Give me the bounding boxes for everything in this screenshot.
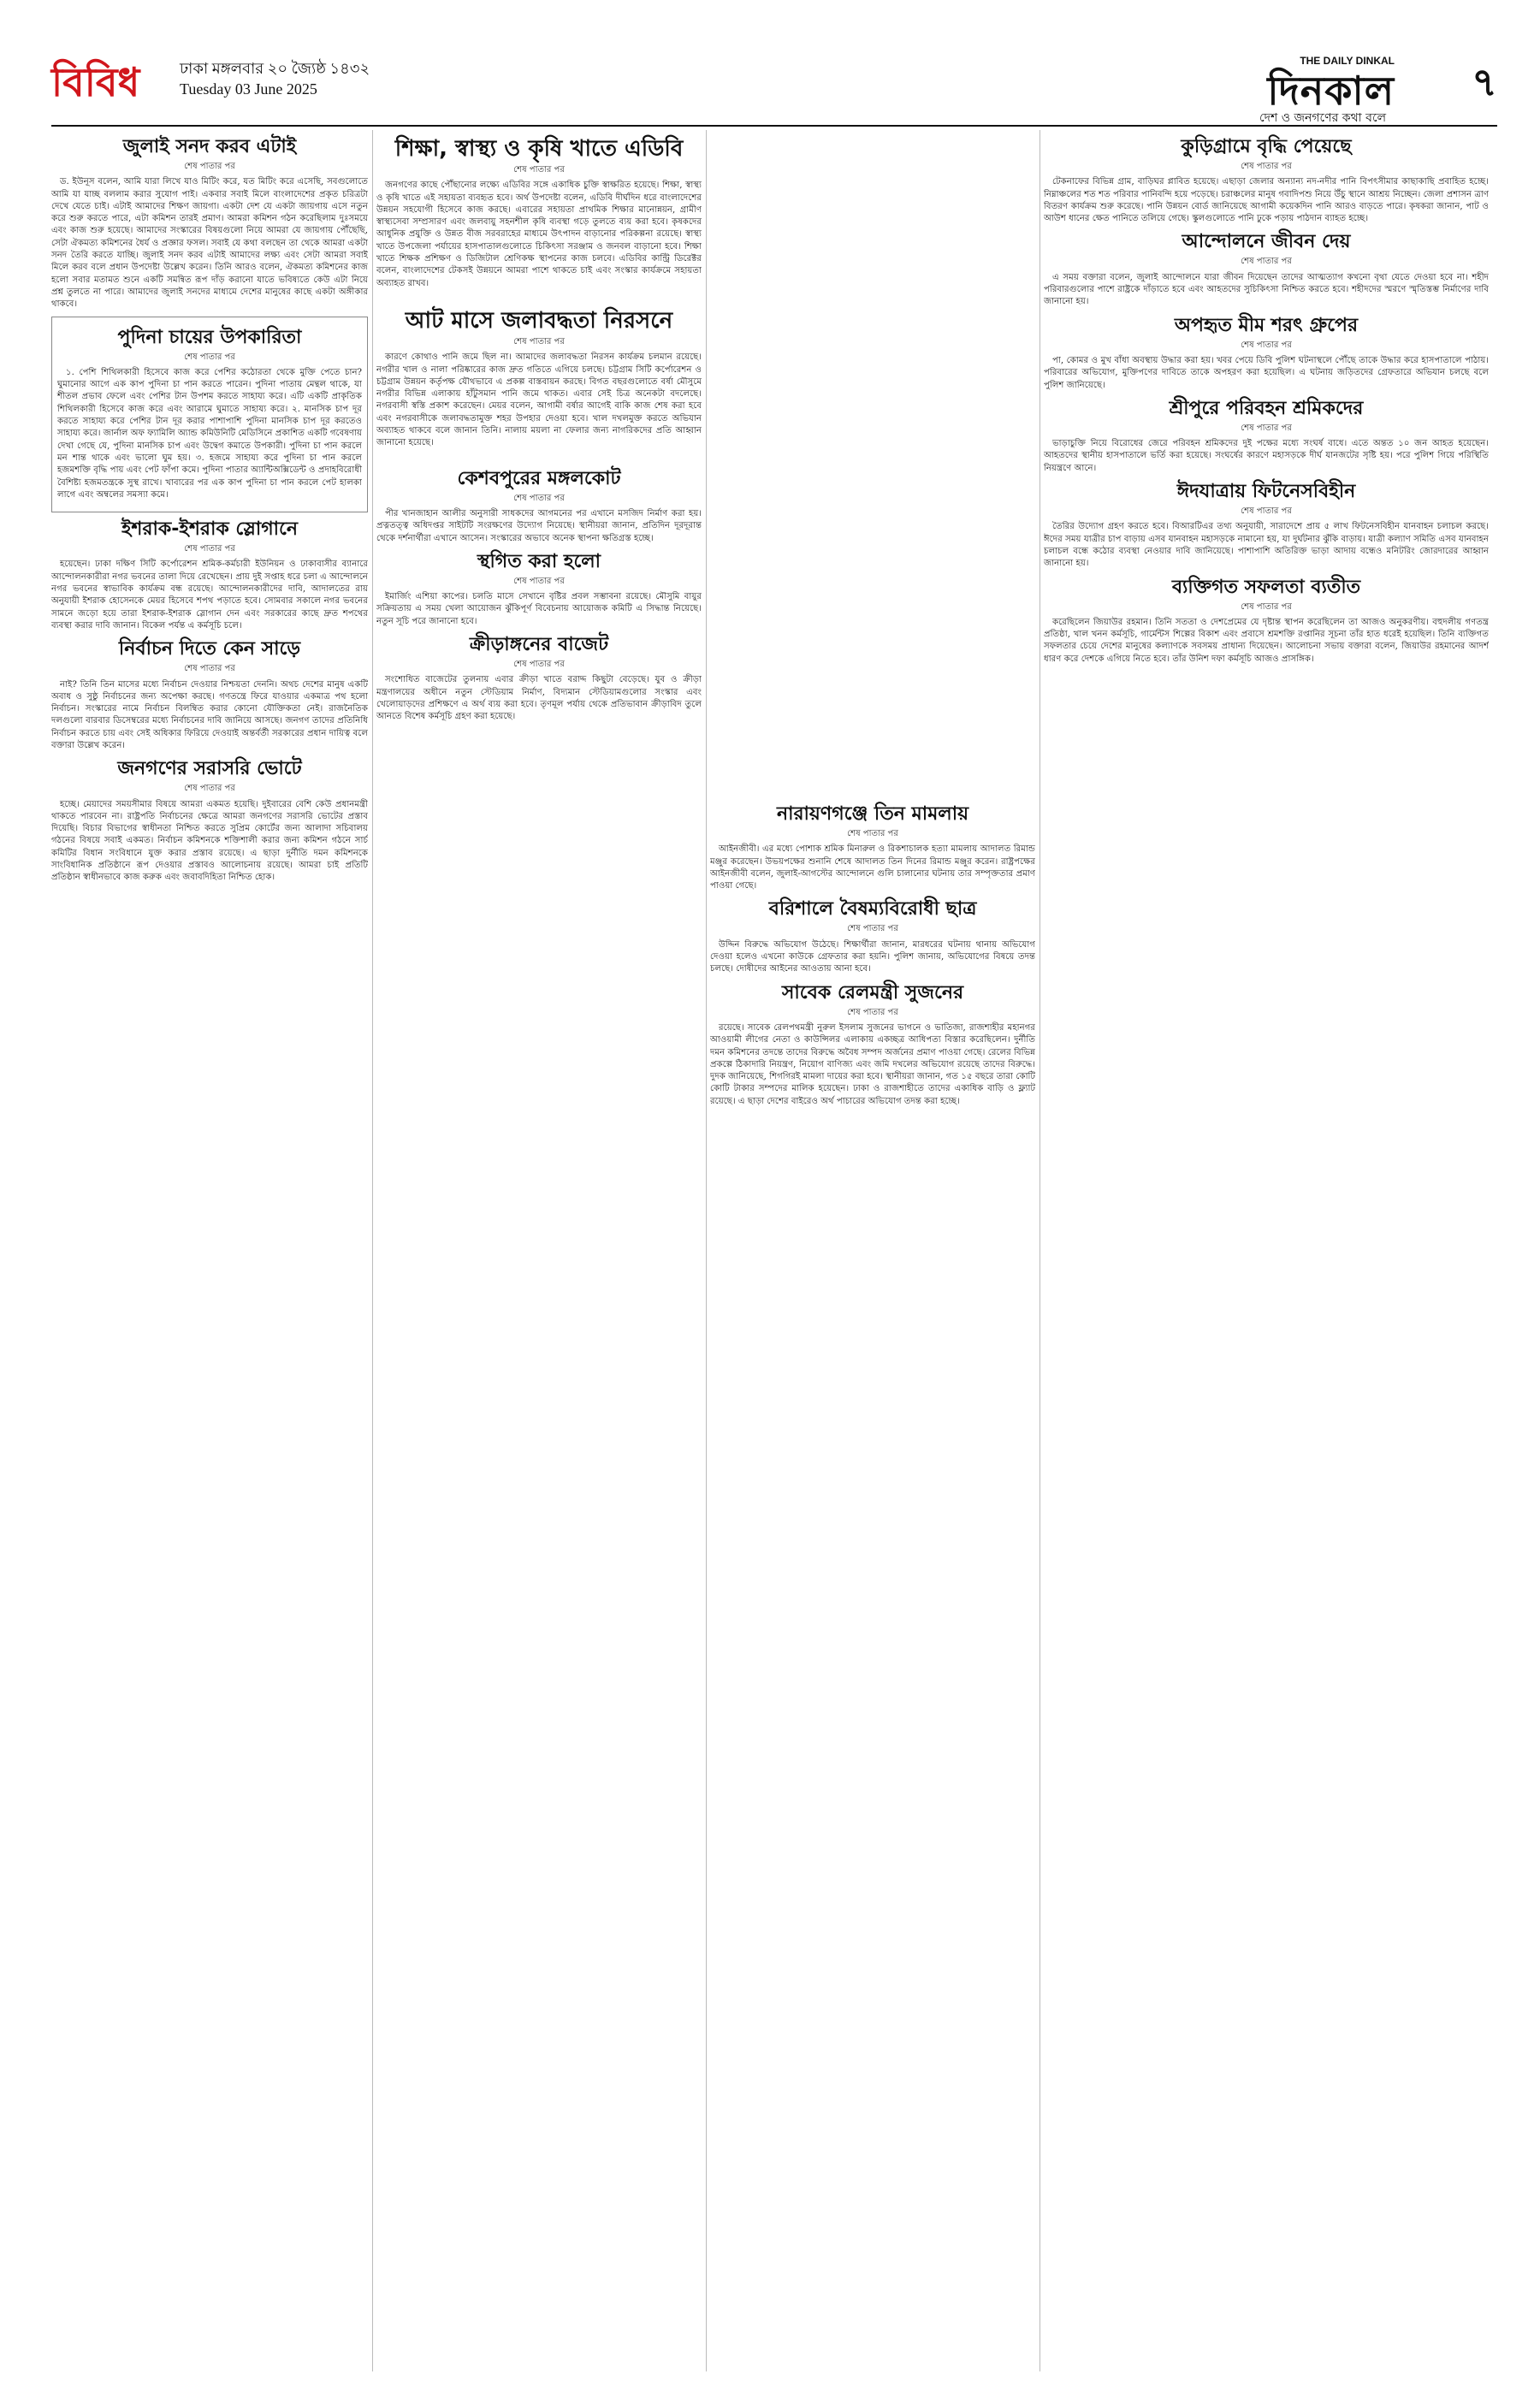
headline: অপহৃত মীম শরৎ গ্রুপের: [1174, 314, 1359, 336]
brand-tagline: দেশ ও জনগণের কথা বলে: [1259, 111, 1386, 125]
article-barishal: [710, 897, 1035, 975]
article-body: কারণে কোথাও পানি জমে ছিল না। আমাদের জলাবদ্ধতা নিরসন কার্যক্রম চলমান রয়েছে। নগরীর খাল ও নালা পরিষ্কারের কাজ দ্রুত গতিতে এগিয়ে চলছে। চট্টগ্রাম সিটি কর্পোরেশন ও চট্টগ্রাম উন্নয়ন কর্তৃপক্ষ যৌথভাবে এ প্রকল্প বাস্তবায়ন করছে। বিগত বছরগুলোতে বর্ষা মৌসুমে নগরীর বিভিন্ন এলাকায় হাঁটুসমান পানি জমে থাকত। এবার সেই চিত্র অনেকটা বদলেছে। নগরবাসী স্বস্তি প্রকাশ করেছেন। মেয়র বলেন, আগামী বর্ষার আগেই বাকি কাজ শেষ করা হবে এবং নগরবাসীকে জলাবদ্ধতামুক্ত শহর উপহার দেওয়া হবে। খাল দখলমুক্ত করতে অভিযান অব্যাহত থাকবে বলে জানান তিনি। নালায় ময়লা না ফেলার জন্য নাগরিকদের প্রতি আহ্বান জানানো হয়েছে।: [376, 352, 702, 448]
headline: কুড়িগ্রামে বৃদ্ধি পেয়েছে: [1181, 136, 1352, 157]
article-jonogon: [51, 757, 368, 884]
headline: ইশরাক-ইশরাক স্লোগানে: [121, 518, 299, 541]
date-bengali: ঢাকা মঙ্গলবার ২০ জ্যৈষ্ঠ ১৪৩২: [180, 60, 370, 77]
article-sthogito: [376, 550, 702, 628]
article-oporhrito: [1044, 314, 1489, 392]
brand-english: THE DAILY DINKAL: [1300, 55, 1395, 67]
headline: ঈদযাত্রায় ফিটনেসবিহীন: [1176, 481, 1356, 503]
subhead: শেষ পাতার পর: [847, 924, 898, 934]
article-reloman: [710, 981, 1035, 1108]
headline: নির্বাচন দিতে কেন সাড়ে: [118, 638, 301, 660]
column-3: [710, 130, 1035, 2371]
column-4: [1044, 130, 1489, 2371]
column-divider: [372, 130, 373, 2371]
subhead: শেষ পাতার পর: [184, 544, 235, 554]
subhead: শেষ পাতার পর: [513, 660, 565, 670]
subhead: শেষ পাতার পর: [184, 664, 235, 674]
headline: জনগণের সরাসরি ভোটে: [117, 758, 302, 780]
article-body: ইমার্জিং এশিয়া কাপের। চলতি মাসে সেখানে বৃষ্টির প্রবল সম্ভাবনা রয়েছে। মৌসুমি বায়ুর সক্রিয়তায় এ সময় খেলা আয়োজন ঝুঁকিপূর্ণ বিবেচনায় আয়োজক কমিটি এ সিদ্ধান্ত নিয়েছে। নতুন সূচি পরে জানানো হবে।: [376, 592, 702, 626]
headline: পুদিনা চায়ের উপকারিতা: [117, 326, 302, 348]
article-body: জনগণের কাছে পৌঁছানোর লক্ষ্যে এডিবির সঙ্গে একাধিক চুক্তি স্বাক্ষরিত হয়েছে। শিক্ষা, স্বাস্থ্য ও কৃষি খাতে এই সহায়তা ব্যবহৃত হবে। অর্থ উপদেষ্টা বলেন, এডিবি দীর্ঘদিন ধরে বাংলাদেশের উন্নয়ন সহযোগী হিসেবে কাজ করছে। এবারের সহায়তা প্রাথমিক শিক্ষার মানোন্নয়ন, গ্রামীণ স্বাস্থ্যসেবা সম্প্রসারণ এবং জলবায়ু সহনশীল কৃষি ব্যবস্থা গড়ে তুলতে ব্যয় করা হবে। কৃষকদের আধুনিক প্রযুক্তি ও উন্নত বীজ সরবরাহের মাধ্যমে উৎপাদন বাড়ানোর পরিকল্পনা রয়েছে। স্বাস্থ্য খাতে উপজেলা পর্যায়ের হাসপাতালগুলোতে চিকিৎসা সরঞ্জাম ও জনবল বাড়ানো হবে। শিক্ষা খাতে শিক্ষক প্রশিক্ষণ ও ডিজিটাল শ্রেণিকক্ষ স্থাপনের কাজ চলবে। এডিবির কান্ট্রি ডিরেক্টর বলেন, বাংলাদেশের টেকসই উন্নয়নে আমরা পাশে থাকতে চাই এবং সংস্কার কার্যক্রমে সহায়তা অব্যাহত রাখব।: [376, 181, 702, 288]
headline: কেশবপুরের মঙ্গলকোট: [457, 467, 621, 489]
article-body: পা, কোমর ও মুখ বাঁধা অবস্থায় উদ্ধার করা হয়। খবর পেয়ে ডিবি পুলিশ ঘটনাস্থলে পৌঁছে তাকে উদ্ধার করে হাসপাতালে পাঠায়। পরিবারের অভিযোগ, মুক্তিপণের দাবিতে তাকে অপহরণ করা হয়েছিল। এ ঘটনায় জড়িতদের গ্রেফতারে অভিযান চলছে বলে পুলিশ জানিয়েছে।: [1044, 355, 1489, 390]
headline: আন্দোলনে জীবন দেয়: [1182, 231, 1351, 253]
date-block: [180, 58, 370, 99]
subhead: শেষ পাতার পর: [847, 829, 898, 838]
article-body: হচ্ছে। মেয়াদের সময়সীমার বিষয়ে আমরা একমত হয়েছি। দুইবারের বেশি কেউ প্রধানমন্ত্রী থাকতে পারবেন না। রাষ্ট্রপতি নির্বাচনের ক্ষেত্রে আমরা জনগণের সরাসরি ভোটের প্রস্তাব দিয়েছি। বিচার বিভাগের স্বাধীনতা নিশ্চিত করতে সুপ্রিম কোর্টের জন্য আলাদা সচিবালয় গঠনের বিষয়ে সবাই একমত। নির্বাচন কমিশনকে শক্তিশালী করার জন্য কমিশন গঠনে সার্চ কমিটির বিধান সংবিধানে যুক্ত করার প্রস্তাব রয়েছে। এ ছাড়া দুর্নীতি দমন কমিশনকে সাংবিধানিক প্রতিষ্ঠানে রূপ দেওয়ার প্রস্তাবও আলোচনায় রয়েছে। আমরা চাই প্রতিটি প্রতিষ্ঠান স্বাধীনভাবে কাজ করুক এবং জবাবদিহিতা নিশ্চিত হোক।: [51, 799, 368, 883]
subhead: শেষ পাতার পর: [184, 784, 235, 794]
article-adb: [376, 135, 702, 290]
section-title: বিবিধ: [51, 59, 140, 105]
article-kurigram: [1044, 135, 1489, 225]
subhead: শেষ পাতার পর: [513, 576, 565, 586]
headline: নারায়ণগঞ্জে তিন মামলায়: [776, 803, 969, 825]
headline: স্থগিত করা হলো: [477, 550, 601, 572]
subhead: শেষ পাতার পর: [513, 165, 565, 175]
headline: জুলাই সনদ করব এটাই: [122, 136, 297, 157]
subhead: শেষ পাতার পর: [1241, 601, 1292, 612]
headline: আট মাসে জলাবদ্ধতা নিরসনে: [405, 307, 673, 334]
subhead: শেষ পাতার পর: [1241, 340, 1292, 350]
article-body: নাই? তিনি তিন মাসের মধ্যে নির্বাচন দেওয়ার নিশ্চয়তা দেননি। অথচ দেশের মানুষ একটি অবাধ ও সুষ্ঠু নির্বাচনের জন্য অপেক্ষা করছে। গণতন্ত্রে ফিরে যাওয়ার একমাত্র পথ হলো নির্বাচন। সংস্কারের নামে নির্বাচন বিলম্বিত করার কোনো যৌক্তিকতা নেই। রাজনৈতিক দলগুলো বারবার ডিসেম্বরের মধ্যে নির্বাচনের দাবি জানিয়ে আসছে। জনগণ তাদের প্রতিনিধি নির্বাচন করতে চায় এবং সেই অধিকার ফিরিয়ে দেওয়াই অন্তর্বর্তী সরকারের প্রধান দায়িত্ব বলে বক্তারা উল্লেখ করেন।: [51, 679, 368, 750]
column-divider: [706, 130, 707, 2371]
article-body: রয়েছে। সাবেক রেলপথমন্ত্রী নুরুল ইসলাম সুজনের ভাগনে ও ভাতিজা, রাজশাহীর মহানগর আওয়ামী লীগের নেতা ও কাউন্সিলর এলাকায় একচ্ছত্র আধিপত্য বিস্তার করেছিলেন। দুর্নীতি দমন কমিশনের তদন্তে তাদের বিরুদ্ধে অবৈধ সম্পদ অর্জনের প্রমাণ পাওয়া গেছে। রেলের বিভিন্ন প্রকল্পে ঠিকাদারি নিয়ন্ত্রণ, নিয়োগ বাণিজ্য এবং জমি দখলের অভিযোগ রয়েছে তাদের বিরুদ্ধে। দুদক জানিয়েছে, শিগগিরই মামলা দায়ের করা হবে। স্থানীয়রা জানান, গত ১৫ বছরে তারা কোটি কোটি টাকার সম্পদের মালিক হয়েছেন। ঢাকা ও রাজশাহীতে তাদের একাধিক বাড়ি ও ফ্ল্যাট রয়েছে। এ ছাড়া দেশের বাইরেও অর্থ পাচারের অভিযোগ তদন্ত করা হচ্ছে।: [710, 1022, 1035, 1106]
subhead: শেষ পাতার পর: [513, 493, 565, 503]
subhead: শেষ পাতার পর: [1241, 162, 1292, 171]
headline: বরিশালে বৈষম্যবিরোধী ছাত্র: [768, 898, 977, 921]
article-nirbachon: [51, 637, 368, 752]
headline: সাবেক রেলমন্ত্রী সুজনের: [781, 981, 964, 1004]
article-julai: [51, 135, 368, 311]
column-1: [51, 130, 368, 2371]
date-english: Tuesday 03 June 2025: [180, 80, 317, 98]
brand-logo: দিনকাল: [1267, 68, 1395, 114]
article-israk: [51, 518, 368, 632]
subhead: শেষ পাতার পর: [847, 1007, 898, 1017]
article-sripur: [1044, 397, 1489, 475]
article-body: উদ্দিন বিরুদ্ধে অভিযোগ উঠেছে। শিক্ষার্থীরা জানান, মারধরের ঘটনায় থানায় অভিযোগ দেওয়া হলেও এখনো কাউকে গ্রেফতার করা হয়নি। পুলিশ জানায়, অভিযোগের বিষয়ে তদন্ত চলছে। দোষীদের আইনের আওতায় আনা হবে।: [710, 939, 1035, 974]
article-body: টেকনাফের বিভিন্ন গ্রাম, বাড়িঘর প্লাবিত হয়েছে। এছাড়া জেলার অন্যান্য নদ-নদীর পানি বিপৎসীমার কাছাকাছি প্রবাহিত হচ্ছে। নিম্নাঞ্চলের শত শত পরিবার পানিবন্দি হয়ে পড়েছে। চরাঞ্চলের মানুষ গবাদিপশু নিয়ে উঁচু স্থানে আশ্রয় নিচ্ছেন। জেলা প্রশাসন ত্রাণ বিতরণ কার্যক্রম শুরু করেছে। পানি উন্নয়ন বোর্ড জানিয়েছে আগামী কয়েকদিন পানি আরও বাড়তে পারে। কৃষকরা জানান, পাট ও আউশ ধানের ক্ষেত পানিতে তলিয়ে গেছে। স্কুলগুলোতে পানি ঢুকে পড়ায় পাঠদান ব্যাহত হচ্ছে।: [1044, 177, 1489, 224]
masthead: [51, 53, 1497, 125]
subhead: শেষ পাতার পর: [1241, 257, 1292, 267]
headline: শিক্ষা, স্বাস্থ্য ও কৃষি খাতে এডিবি: [394, 136, 684, 162]
article-body: আইনজীবী। এর মধ্যে পোশাক শ্রমিক মিনারুল ও রিকশাচালক হত্যা মামলায় আদালত রিমান্ড মঞ্জুর করেছেন। উভয়পক্ষের শুনানি শেষে আদালত তিন দিনের রিমান্ড মঞ্জুর করেন। রাষ্ট্রপক্ষের আইনজীবী বলেন, জুলাই-আগস্টের আন্দোলনে গুলি চালানোর ঘটনায় তার সম্পৃক্ততার প্রমাণ পাওয়া গেছে।: [710, 844, 1035, 891]
article-body: ড. ইউনূস বলেন, আমি যারা লিখে যাও মিটিং করে, যত মিটিং করে এসেছি, সবগুলোতে আমি যা যাচ্ছ বললাম করার সুযোগ পাই। একবার সবাই মিলে বাংলাদেশের প্রকৃত চরিত্রটা দেখে যেতে চাই। এটাই আমাদের শিক্ষণ জায়গা। একটা দেশ যে একটা জায়গায় এসে নতুন করে শুরু করতে পারে, এটা কমিশন তারই প্রমাণ। আমরা কমিশন গঠন করেছিলাম দুঃসময়ে এবং কাজ শুরু হয়েছে। আমাদের সংস্কারের বিষয়গুলো নিয়ে আমরা যে জায়গায় পৌঁছেছি, সেটা ঐকমত্য কমিশনের ধৈর্য ও প্রজ্ঞার ফসল। সবাই যে কথা বলছেন তা থেকে আমরা একটা সনদ তৈরি করতে যাচ্ছি। জুলাই সনদ করব এটাই আমাদের লক্ষ্য এবং সেটা আমরা সবাই মিলে করব বলে প্রধান উপদেষ্টা উল্লেখ করেন। তিনি আরও বলেন, ঐকমত্য কমিশনের কাজ হলো সবার মতামত শুনে একটি সমন্বিত রূপ দাঁড় করানো যাতে ভবিষ্যতে কেউ এটা নিয়ে প্রশ্ন তুলতে না পারে। আমাদের জুলাই সনদের মাধ্যমে দেশের মানুষের কাছে একটা অঙ্গীকার থাকবে।: [51, 177, 368, 310]
article-jolabaddhota: [376, 307, 702, 450]
article-body: ১. পেশি শিথিলকারী হিসেবে কাজ করে পেশির কঠোরতা থেকে মুক্তি পেতে চান? ঘুমানোর আগে এক কাপ পুদিনা চা পান করতে পারেন। পুদিনা পাতায় মেন্থল থাকে, যা শীতল প্রভাব ফেলে এবং পেশির টান উপশম করতে সাহায্য করে। এটি একটি প্রাকৃতিক শিথিলকারী হিসেবে কাজ করে এবং আরামে ঘুমাতে সাহায্য করে। ২. মানসিক চাপ দূর করতে সাহায্য করে পেশির টান দূর করার পাশাপাশি পুদিনা মানসিক চাপ দূর করতেও সাহায্য করে। জার্নাল অফ ফ্যামিলি অ্যান্ড কমিউনিটি মেডিসিনে প্রকাশিত একটি গবেষণায় দেখা গেছে যে, পুদিনা মানসিক চাপ এবং উদ্বেগ কমাতে উপকারী। পুদিনা চা পান করলে মন শান্ত থাকে এবং ভালো ঘুম হয়। ৩. হজমে সাহায্য করে পুদিনা চা পান করলে হজমশক্তি বৃদ্ধি পায় এবং পেট ফাঁপা কমে। পুদিনা পাতার অ্যান্টিঅক্সিডেন্ট ও প্রদাহবিরোধী বৈশিষ্ট্য হজমতন্ত্রকে সুস্থ রাখে। খাবারের পর এক কাপ পুদিনা চা পান করলে পেট হালকা লাগে এবং অম্বলের সমস্যা কমে।: [57, 367, 362, 500]
article-narayanganj: [710, 802, 1035, 892]
article-body: তৈরির উদ্যোগ গ্রহণ করতে হবে। বিআরটিএর তথ্য অনুযায়ী, সারাদেশে প্রায় ৫ লাখ ফিটনেসবিহীন যানবাহন চলাচল করছে। ঈদের সময় যাত্রীর চাপ বাড়ায় এসব যানবাহন মহাসড়কে নামানো হয়, যা দুর্ঘটনার ঝুঁকি বাড়ায়। যাত্রী কল্যাণ সমিতি এসব যানবাহন চলাচল বন্ধে কঠোর ব্যবস্থা নেওয়ার দাবি জানিয়েছে। পাশাপাশি অতিরিক্ত ভাড়া আদায় বন্ধেও মনিটরিং জোরদারের আহ্বান জানানো হয়।: [1044, 522, 1489, 569]
article-kriranganer: [376, 633, 702, 723]
article-pudina: [51, 317, 368, 513]
subhead: শেষ পাতার পর: [184, 162, 235, 171]
headline: ব্যক্তিগত সফলতা ব্যতীত: [1171, 576, 1361, 598]
masthead-rule: [51, 125, 1497, 127]
subhead: শেষ পাতার পর: [184, 352, 235, 362]
article-body: পীর খানজাহান আলীর অনুসারী সাধকদের আগমনের পর এখানে মসজিদ নির্মাণ করা হয়। প্রত্নতত্ত্ব অধিদপ্তর সাইটটি সংরক্ষণের উদ্যোগ নিয়েছে। স্থানীয়রা জানান, প্রতিদিন দূরদূরান্ত থেকে দর্শনার্থীরা এখানে আসেন। সংস্কারের অভাবে অনেক স্থাপনা ক্ষতিগ্রস্ত হচ্ছে।: [376, 508, 702, 543]
subhead: শেষ পাতার পর: [1241, 423, 1292, 433]
article-eidjatra: [1044, 480, 1489, 570]
article-body: করেছিলেন জিয়াউর রহমান। তিনি সততা ও দেশপ্রেমের যে দৃষ্টান্ত স্থাপন করেছিলেন তা আজও অনুকরণীয়। বহুদলীয় গণতন্ত্র প্রতিষ্ঠা, খাল খনন কর্মসূচি, গার্মেন্টস শিল্পের বিকাশ এবং প্রবাসে শ্রমশক্তি রপ্তানির সূচনা তাঁর হাত ধরেই হয়েছিল। তিনি ব্যক্তিগত সফলতার চেয়ে দেশের মানুষের কল্যাণকে সবসময় প্রাধান্য দিয়েছেন। আলোচনা সভায় বক্তারা বলেন, জিয়াউর রহমানের আদর্শ ধারণ করে দেশকে এগিয়ে নিতে হবে। তাঁর উনিশ দফা কর্মসূচি আজও প্রাসঙ্গিক।: [1044, 617, 1489, 664]
page-number: ৭: [1472, 59, 1497, 105]
headline: শ্রীপুরে পরিবহন শ্রমিকদের: [1169, 397, 1364, 419]
subhead: শেষ পাতার পর: [513, 336, 565, 346]
article-byaktigoto: [1044, 576, 1489, 666]
subhead: শেষ পাতার পর: [1241, 506, 1292, 517]
article-body: হয়েছেন। ঢাকা দক্ষিণ সিটি কর্পোরেশন শ্রমিক-কর্মচারী ইউনিয়ন ও ঢাকাবাসীর ব্যানারে আন্দোলনকারীরা নগর ভবনের তালা দিয়ে রেখেছেন। প্রায় দুই সপ্তাহ ধরে চলা এ আন্দোলনে নগর ভবনের স্বাভাবিক কার্যক্রম বন্ধ রয়েছে। আন্দোলনকারীদের দাবি, আদালতের রায় অনুযায়ী ইশরাক হোসেনকে মেয়র হিসেবে শপথ পড়াতে হবে। সোমবার সকালে নগর ভবনের সামনে জড়ো হয়ে তারা ইশরাক-ইশরাক স্লোগান দেন এবং সরকারের কাছে দ্রুত শপথের ব্যবস্থা করার দাবি জানান। বিকেল পর্যন্ত এ কর্মসূচি চলে।: [51, 560, 368, 631]
article-andolone: [1044, 230, 1489, 308]
headline: ক্রীড়াঙ্গনের বাজেট: [469, 634, 609, 656]
article-body: সংশোধিত বাজেটের তুলনায় এবার ক্রীড়া খাতে বরাদ্দ কিছুটা বেড়েছে। যুব ও ক্রীড়া মন্ত্রণালয়ের অধীনে নতুন স্টেডিয়াম নির্মাণ, বিদ্যমান স্টেডিয়ামগুলোর সংস্কার এবং খেলোয়াড়দের প্রশিক্ষণে এ অর্থ ব্যয় করা হবে। তৃণমূল পর্যায় থেকে প্রতিভাবান ক্রীড়াবিদ তুলে আনতে বিশেষ কর্মসূচি গ্রহণ করা হয়েছে।: [376, 675, 702, 722]
article-body: ভাড়াচুক্তি নিয়ে বিরোধের জেরে পরিবহন শ্রমিকদের দুই পক্ষের মধ্যে সংঘর্ষ বাধে। এতে অন্তত ১০ জন আহত হয়েছেন। আহতদের স্থানীয় হাসপাতালে ভর্তি করা হয়েছে। সংঘর্ষের কারণে মহাসড়কে দীর্ঘ যানজটের সৃষ্টি হয়। পরে পুলিশ গিয়ে পরিস্থিতি নিয়ন্ত্রণে আনে।: [1044, 439, 1489, 473]
article-keshabpur: [376, 467, 702, 545]
column-2: [376, 130, 702, 2371]
article-body: এ সময় বক্তারা বলেন, জুলাই আন্দোলনে যারা জীবন দিয়েছেন তাদের আত্মত্যাগ কখনো বৃথা যেতে দেওয়া হবে না। শহীদ পরিবারগুলোর পাশে রাষ্ট্রকে দাঁড়াতে হবে এবং আহতদের সুচিকিৎসা নিশ্চিত করতে হবে। শহীদদের স্মরণে স্মৃতিস্তম্ভ নির্মাণের দাবি জানানো হয়।: [1044, 272, 1489, 307]
